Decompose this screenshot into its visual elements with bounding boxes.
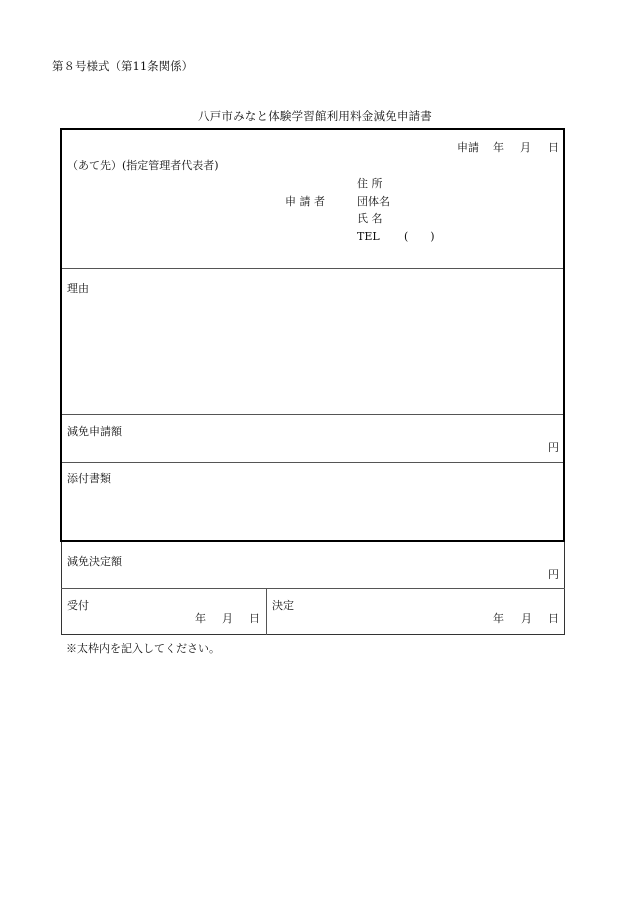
applicant-section-box (60, 128, 565, 542)
divider-amount-attachments (62, 462, 563, 463)
name-field-label: 氏 名 (357, 212, 383, 225)
divider-reason-amount (62, 414, 563, 415)
application-date-label: 申請 (457, 141, 479, 154)
application-date-year: 年 (493, 141, 504, 154)
organization-field-label: 団体名 (357, 195, 390, 208)
application-date-month: 月 (520, 141, 531, 154)
address-field-label: 住 所 (357, 177, 383, 190)
form-number: 第８号様式（第11条関係） (52, 59, 194, 73)
decision-label: 決定 (272, 599, 294, 612)
divider-decision-receipt (61, 588, 565, 589)
reason-label: 理由 (67, 282, 89, 295)
decision-amount-label: 減免決定額 (67, 555, 122, 568)
document-title: 八戸市みなと体験学習館利用料金減免申請書 (198, 109, 432, 123)
decision-day: 日 (548, 612, 559, 625)
divider-applicant-reason (62, 268, 563, 269)
reduction-amount-unit: 円 (548, 441, 559, 454)
receipt-month: 月 (222, 612, 233, 625)
decision-year: 年 (493, 612, 504, 625)
applicant-label: 申 請 者 (285, 195, 325, 208)
footnote: ※太枠内を記入してください。 (66, 642, 220, 655)
decision-month: 月 (521, 612, 532, 625)
decision-amount-unit: 円 (548, 568, 559, 581)
tel-field-label: TEL (357, 230, 380, 243)
receipt-label: 受付 (67, 599, 89, 612)
receipt-year: 年 (195, 612, 206, 625)
divider-receipt-decision (266, 588, 267, 635)
tel-area-code-paren: ( ) (404, 230, 435, 243)
reduction-amount-label: 減免申請額 (67, 425, 122, 438)
attachments-label: 添付書類 (67, 472, 111, 485)
application-date-day: 日 (548, 141, 559, 154)
addressee-label: （あて先）(指定管理者代表者) (67, 159, 219, 172)
receipt-day: 日 (249, 612, 260, 625)
